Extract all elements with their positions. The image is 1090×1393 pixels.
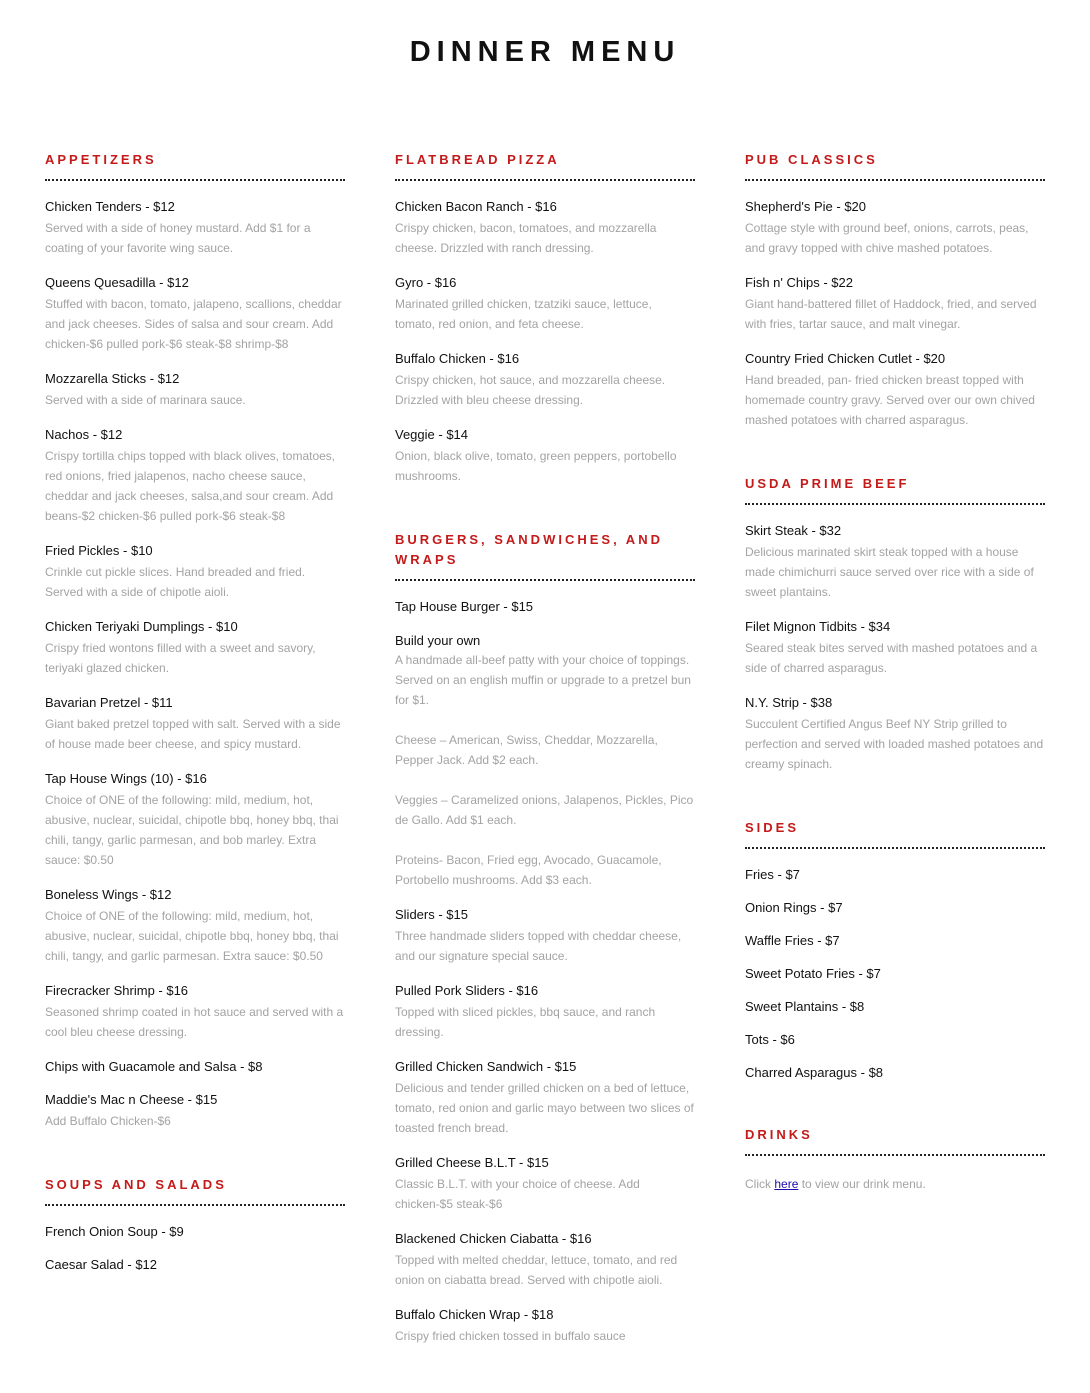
menu-item bbox=[395, 427, 695, 486]
divider bbox=[45, 179, 345, 181]
menu-item bbox=[45, 619, 345, 678]
section-burgers-sandwiches-wraps bbox=[395, 530, 695, 1346]
menu-item bbox=[45, 771, 345, 870]
item-description: Stuffed with bacon, tomato, jalapeno, scallions, cheddar and jack cheeses. Sides of salsa and sour cream. Add chicken-$6 pulled pork-$6 steak-$8 shrimp-$8 bbox=[45, 297, 342, 351]
divider bbox=[745, 847, 1045, 849]
item-name: Bavarian Pretzel - $11 bbox=[45, 695, 173, 710]
item-name: Boneless Wings - $12 bbox=[45, 887, 172, 902]
item-name: Sweet Potato Fries - $7 bbox=[745, 966, 881, 981]
item-description: Onion, black olive, tomato, green peppers, portobello mushrooms. bbox=[395, 449, 677, 483]
drinks-note bbox=[745, 1174, 1045, 1194]
item-name: Fried Pickles - $10 bbox=[45, 543, 153, 558]
item-name: Blackened Chicken Ciabatta - $16 bbox=[395, 1231, 592, 1246]
drinks-suffix: to view our drink menu. bbox=[801, 1177, 926, 1191]
item-name: Fries - $7 bbox=[745, 867, 800, 882]
menu-item bbox=[395, 1307, 695, 1346]
item-name: Sliders - $15 bbox=[395, 907, 468, 922]
item-description: Crispy fried wontons filled with a sweet and savory, teriyaki glazed chicken. bbox=[45, 641, 316, 675]
menu-item bbox=[745, 199, 1045, 258]
item-name: Tap House Burger - $15 bbox=[395, 599, 534, 614]
menu-item bbox=[45, 371, 345, 410]
item-description: Seasoned shrimp coated in hot sauce and served with a cool bleu cheese dressing. bbox=[45, 1005, 344, 1039]
item-name: Buffalo Chicken - $16 bbox=[395, 351, 520, 366]
section-sides bbox=[745, 818, 1045, 1081]
item-description: Crispy tortilla chips topped with black olives, tomatoes, red onions, fried jalapenos, nacho cheese sauce, cheddar and jack cheeses, salsa,and sour cream. Add beans-$2 chicken-$6 pulled pork-$6 steak-$8 bbox=[45, 449, 336, 523]
menu-item bbox=[45, 983, 345, 1042]
item-description: Hand breaded, pan- fried chicken breast topped with homemade country gravy. Served over our own chived mashed potatoes with charred asparagus. bbox=[745, 373, 1035, 427]
item-description: Served with a side of marinara sauce. bbox=[45, 393, 246, 407]
menu-item bbox=[45, 1257, 345, 1273]
menu-item bbox=[745, 619, 1045, 678]
item-description: Three handmade sliders topped with cheddar cheese, and our signature special sauce. bbox=[395, 929, 682, 963]
item-name: Grilled Chicken Sandwich - $15 bbox=[395, 1059, 577, 1074]
item-name: Waffle Fries - $7 bbox=[745, 933, 840, 948]
section-title: BURGERS, SANDWICHES, AND WRAPS bbox=[395, 532, 663, 567]
topping-options-veggies: Veggies – Caramelized onions, Jalapenos, Pickles, Pico de Gallo. Add $1 each. bbox=[395, 793, 694, 827]
item-description: Crinkle cut pickle slices. Hand breaded and fried. Served with a side of chipotle aioli. bbox=[45, 565, 306, 599]
item-description: Cottage style with ground beef, onions, carrots, peas, and gravy topped with chive mashed potatoes. bbox=[745, 221, 1029, 255]
menu-item bbox=[745, 1065, 1045, 1081]
item-name: Chicken Teriyaki Dumplings - $10 bbox=[45, 619, 238, 634]
item-name: Country Fried Chicken Cutlet - $20 bbox=[745, 351, 946, 366]
item-description: Topped with melted cheddar, lettuce, tomato, and red onion on ciabatta bread. Served with chipotle aioli. bbox=[395, 1253, 678, 1287]
item-description: Seared steak bites served with mashed potatoes and a side of charred asparagus. bbox=[745, 641, 1038, 675]
divider bbox=[395, 179, 695, 181]
section-title: FLATBREAD PIZZA bbox=[395, 152, 560, 167]
item-name: Caesar Salad - $12 bbox=[45, 1257, 158, 1272]
item-name: Skirt Steak - $32 bbox=[745, 523, 842, 538]
section-title: DRINKS bbox=[745, 1127, 813, 1142]
item-name: Buffalo Chicken Wrap - $18 bbox=[395, 1307, 554, 1322]
divider bbox=[745, 503, 1045, 505]
item-description: Choice of ONE of the following: mild, medium, hot, abusive, nuclear, suicidal, chipotle bbq, honey bbq, thai chili, tangy, and garlic parmesan. Extra sauce: $0.50 bbox=[45, 909, 339, 963]
menu-item bbox=[745, 966, 1045, 982]
section-title: SIDES bbox=[745, 820, 800, 835]
section-title: USDA PRIME BEEF bbox=[745, 476, 910, 491]
page-title: DINNER MENU bbox=[409, 36, 681, 68]
menu-item bbox=[745, 523, 1045, 602]
item-name: Sweet Plantains - $8 bbox=[745, 999, 865, 1014]
menu-item bbox=[395, 1231, 695, 1290]
section-drinks bbox=[745, 1125, 1045, 1194]
menu-item bbox=[745, 867, 1045, 883]
section-pub-classics bbox=[745, 150, 1045, 430]
menu-item bbox=[45, 199, 345, 258]
menu-column-right bbox=[745, 150, 1045, 1194]
menu-item bbox=[45, 1224, 345, 1240]
item-name: Queens Quesadilla - $12 bbox=[45, 275, 189, 290]
item-name: Tap House Wings (10) - $16 bbox=[45, 771, 207, 786]
menu-item bbox=[395, 1155, 695, 1214]
item-description: Delicious and tender grilled chicken on a bed of lettuce, tomato, red onion and garlic mayo between two slices of toasted french bread. bbox=[395, 1081, 694, 1135]
item-name: Firecracker Shrimp - $16 bbox=[45, 983, 189, 998]
topping-options-proteins: Proteins- Bacon, Fried egg, Avocado, Guacamole, Portobello mushrooms. Add $3 each. bbox=[395, 853, 662, 887]
item-description: Choice of ONE of the following: mild, medium, hot, abusive, nuclear, suicidal, chipotle bbq, honey bbq, thai chili, tangy, garlic parmesan, and bob marley. Extra sauce: $0.50 bbox=[45, 793, 339, 867]
item-name: N.Y. Strip - $38 bbox=[745, 695, 833, 710]
item-description: Giant hand-battered fillet of Haddock, fried, and served with fries, tartar sauce, and malt vinegar. bbox=[745, 297, 1037, 331]
divider bbox=[745, 179, 1045, 181]
item-name: Build your own bbox=[395, 633, 481, 648]
item-name: Gyro - $16 bbox=[395, 275, 457, 290]
item-name: Filet Mignon Tidbits - $34 bbox=[745, 619, 891, 634]
menu-column-middle bbox=[395, 150, 695, 1363]
item-description: Succulent Certified Angus Beef NY Strip grilled to perfection and served with loaded mashed potatoes and creamy spinach. bbox=[745, 717, 1044, 771]
item-description: Classic B.L.T. with your choice of cheese. Add chicken-$5 steak-$6 bbox=[395, 1177, 640, 1211]
menu-item bbox=[45, 275, 345, 354]
item-name: Mozzarella Sticks - $12 bbox=[45, 371, 180, 386]
item-description: Crispy chicken, bacon, tomatoes, and mozzarella cheese. Drizzled with ranch dressing. bbox=[395, 221, 657, 255]
item-name: Charred Asparagus - $8 bbox=[745, 1065, 884, 1080]
menu-item bbox=[745, 1032, 1045, 1048]
item-name: Fish n' Chips - $22 bbox=[745, 275, 853, 290]
menu-item bbox=[45, 1092, 345, 1131]
section-usda-prime-beef bbox=[745, 474, 1045, 774]
menu-item bbox=[45, 427, 345, 526]
menu-item bbox=[395, 907, 695, 966]
item-description: A handmade all-beef patty with your choice of toppings. Served on an english muffin or upgrade to a pretzel bun for $1. bbox=[395, 653, 691, 707]
menu-item bbox=[45, 1059, 345, 1075]
menu-item bbox=[45, 543, 345, 602]
item-name: Onion Rings - $7 bbox=[745, 900, 843, 915]
item-name: Grilled Cheese B.L.T - $15 bbox=[395, 1155, 549, 1170]
item-description: Delicious marinated skirt steak topped with a house made chimichurri sauce served over rice with a side of sweet plantains. bbox=[745, 545, 1034, 599]
menu-item bbox=[395, 351, 695, 410]
topping-options-cheese: Cheese – American, Swiss, Cheddar, Mozzarella, Pepper Jack. Add $2 each. bbox=[395, 733, 658, 767]
item-description: Giant baked pretzel topped with salt. Served with a side of house made beer cheese, and spicy mustard. bbox=[45, 717, 341, 751]
drink-menu-link[interactable]: here bbox=[774, 1177, 799, 1191]
item-name: Chips with Guacamole and Salsa - $8 bbox=[45, 1059, 263, 1074]
drinks-prefix: Click bbox=[745, 1177, 771, 1191]
section-flatbread-pizza bbox=[395, 150, 695, 486]
section-title: PUB CLASSICS bbox=[745, 152, 878, 167]
item-description: Served with a side of honey mustard. Add $1 for a coating of your favorite wing sauce. bbox=[45, 221, 311, 255]
section-title: APPETIZERS bbox=[45, 152, 157, 167]
menu-item bbox=[745, 933, 1045, 949]
divider bbox=[745, 1154, 1045, 1156]
item-description: Topped with sliced pickles, bbq sauce, and ranch dressing. bbox=[395, 1005, 656, 1039]
item-name: Nachos - $12 bbox=[45, 427, 123, 442]
item-description: Marinated grilled chicken, tzatziki sauce, lettuce, tomato, red onion, and feta cheese. bbox=[395, 297, 652, 331]
menu-item bbox=[45, 887, 345, 966]
menu-item bbox=[745, 999, 1045, 1015]
section-title: SOUPS AND SALADS bbox=[45, 1177, 227, 1192]
menu-item bbox=[745, 695, 1045, 774]
item-name: French Onion Soup - $9 bbox=[45, 1224, 184, 1239]
item-name: Chicken Bacon Ranch - $16 bbox=[395, 199, 557, 214]
item-name: Veggie - $14 bbox=[395, 427, 469, 442]
menu-column-left bbox=[45, 150, 345, 1290]
menu-item bbox=[395, 275, 695, 334]
section-appetizers bbox=[45, 150, 345, 1131]
item-name: Shepherd's Pie - $20 bbox=[745, 199, 867, 214]
menu-item bbox=[395, 1059, 695, 1138]
divider bbox=[45, 1204, 345, 1206]
item-name: Pulled Pork Sliders - $16 bbox=[395, 983, 539, 998]
menu-item bbox=[45, 695, 345, 754]
menu-item bbox=[395, 983, 695, 1042]
divider bbox=[395, 579, 695, 581]
menu-item bbox=[395, 199, 695, 258]
item-description: Crispy fried chicken tossed in buffalo sauce bbox=[395, 1329, 626, 1343]
menu-item bbox=[745, 900, 1045, 916]
menu-item bbox=[745, 275, 1045, 334]
menu-item bbox=[395, 633, 695, 710]
item-description: Add Buffalo Chicken-$6 bbox=[45, 1114, 171, 1128]
section-soups-salads bbox=[45, 1175, 345, 1273]
item-description: Crispy chicken, hot sauce, and mozzarella cheese. Drizzled with bleu cheese dressing. bbox=[395, 373, 666, 407]
menu-item bbox=[395, 599, 695, 615]
item-name: Maddie's Mac n Cheese - $15 bbox=[45, 1092, 218, 1107]
item-name: Chicken Tenders - $12 bbox=[45, 199, 175, 214]
menu-item bbox=[745, 351, 1045, 430]
item-name: Tots - $6 bbox=[745, 1032, 795, 1047]
